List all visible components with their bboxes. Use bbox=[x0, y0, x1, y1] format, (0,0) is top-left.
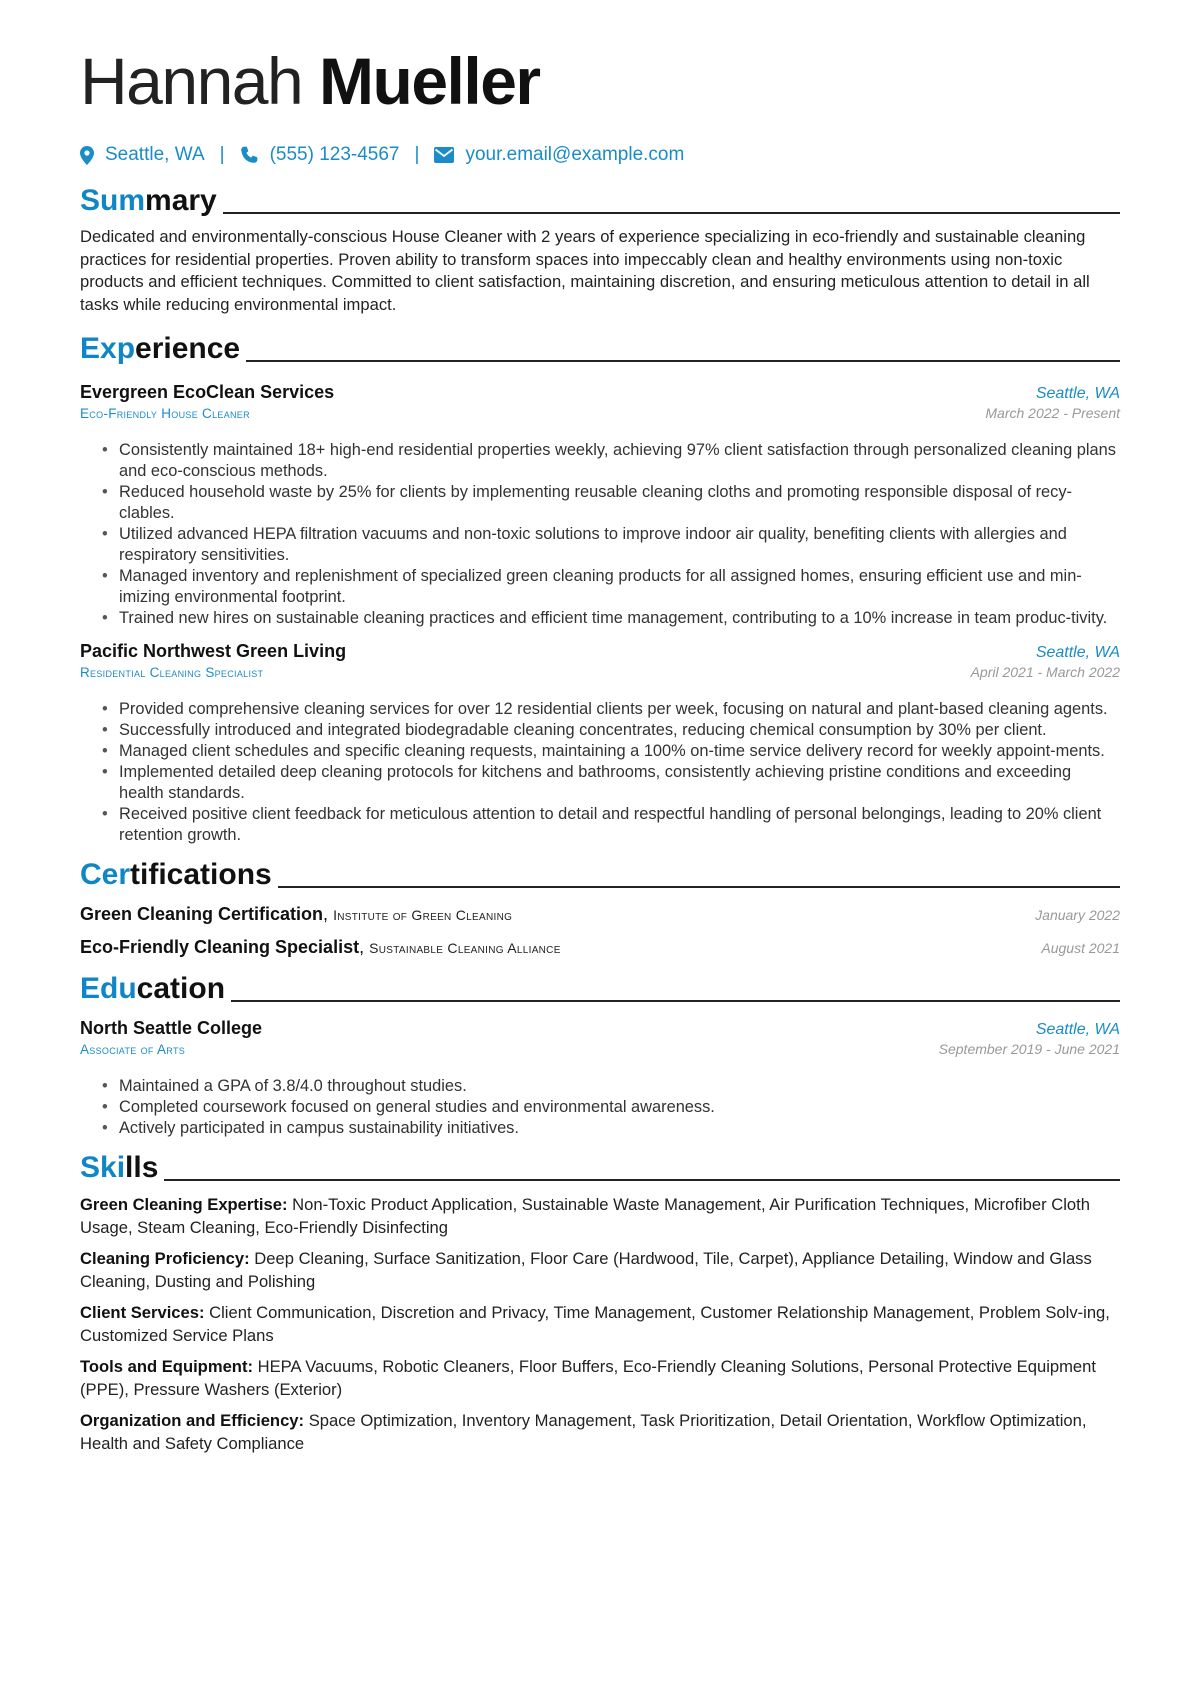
skill-group bbox=[80, 1248, 1120, 1293]
job-entry bbox=[80, 382, 1120, 629]
skill-label: Cleaning Proficiency: bbox=[80, 1249, 250, 1268]
company-name: Evergreen EcoClean Services bbox=[80, 382, 335, 402]
education-section bbox=[80, 964, 1120, 1139]
skill-label: Client Services: bbox=[80, 1303, 205, 1322]
certification-item: Green Cleaning Certification, Institute of Green Cleaning January 2022 bbox=[80, 904, 1120, 924]
section-heading bbox=[80, 176, 1120, 218]
list-item: • Received positive client feedback for meticulous attention to detail and respectful handling of personal belongings, leading to 20% client retention growth. bbox=[102, 804, 1120, 846]
education-dates: September 2019 - June 2021 bbox=[938, 1041, 1120, 1057]
certifications-section bbox=[80, 850, 1120, 958]
job-title: Residential Cleaning Specialist bbox=[80, 665, 264, 680]
certification-issuer: Sustainable Cleaning Alliance bbox=[369, 940, 561, 956]
skills-section bbox=[80, 1143, 1120, 1455]
education-bullets bbox=[80, 1076, 1120, 1139]
skill-group bbox=[80, 1410, 1120, 1455]
section-rule bbox=[231, 1000, 1120, 1002]
skill-label: Tools and Equipment: bbox=[80, 1357, 253, 1376]
contact-separator: | bbox=[219, 144, 225, 165]
section-title: Education bbox=[80, 972, 226, 1005]
contact-email[interactable] bbox=[434, 144, 684, 166]
section-heading bbox=[80, 1143, 1120, 1185]
section-title: Experience bbox=[80, 332, 241, 365]
summary-text: Dedicated and environmentally-conscious House Cleaner with 2 years of experience specializing in eco-friendly and sustainable cleaning practices for residential properties. Proven ability to transform spaces into impeccably clean and healthy environments using non-toxic products and efficient techniques. Committed to client satisfaction, maintaining discretion, and ensuring meticulous attention to detail in all tasks while reducing environmental impact. bbox=[80, 227, 1090, 314]
certification-name: Green Cleaning Certification bbox=[80, 904, 324, 924]
phone-text: (555) 123-4567 bbox=[269, 144, 400, 165]
job-location: Seattle, WA bbox=[1035, 385, 1120, 402]
list-item: • Reduced household waste by 25% for clients by implementing reusable cleaning cloths and promoting responsible disposal of recy-clables. bbox=[102, 482, 1120, 524]
contact-phone[interactable] bbox=[240, 144, 400, 166]
certification-name: Eco-Friendly Cleaning Specialist bbox=[80, 937, 360, 957]
skill-label: Organization and Efficiency: bbox=[80, 1411, 305, 1430]
contact-location bbox=[80, 144, 205, 166]
first-name: Hannah bbox=[80, 44, 303, 118]
list-item: • Implemented detailed deep cleaning protocols for kitchens and bathrooms, consistently achieving pristine conditions and exceeding health standards. bbox=[102, 762, 1120, 804]
section-title: Certifications bbox=[80, 858, 272, 891]
certification-date: August 2021 bbox=[1041, 940, 1120, 956]
section-heading bbox=[80, 964, 1120, 1006]
list-item: • Utilized advanced HEPA filtration vacuums and non-toxic solutions to improve indoor air quality, benefiting clients with allergies and respiratory sensitivities. bbox=[102, 524, 1120, 566]
skill-text: Client Communication, Discretion and Privacy, Time Management, Customer Relationship Management, Problem Solv-ing, Customized Service Plans bbox=[80, 1303, 1110, 1345]
email-link: your.email@example.com bbox=[465, 144, 685, 165]
skill-group bbox=[80, 1194, 1120, 1239]
school-location: Seattle, WA bbox=[1035, 1021, 1120, 1038]
section-title: Skills bbox=[80, 1151, 159, 1184]
list-item: • Actively participated in campus sustainability initiatives. bbox=[102, 1118, 1120, 1139]
list-item: • Successfully introduced and integrated biodegradable cleaning concentrates, reducing chemical consumption by 30% per client. bbox=[102, 720, 1120, 741]
skill-group bbox=[80, 1302, 1120, 1347]
location-text: Seattle, WA bbox=[105, 144, 205, 165]
skill-text: Non-Toxic Product Application, Sustainable Waste Management, Air Purification Techniques, Microfiber Cloth Usage, Steam Cleaning, Eco-Friendly Disinfecting bbox=[80, 1195, 1090, 1237]
section-rule bbox=[278, 886, 1120, 888]
company-name: Pacific Northwest Green Living bbox=[80, 641, 347, 661]
job-dates: March 2022 - Present bbox=[985, 405, 1120, 421]
degree: Associate of Arts bbox=[80, 1042, 186, 1057]
job-location: Seattle, WA bbox=[1035, 644, 1120, 661]
resume-page bbox=[80, 40, 1120, 1455]
map-marker-icon bbox=[80, 146, 94, 165]
last-name: Mueller bbox=[319, 44, 540, 118]
education-entry bbox=[80, 1018, 1120, 1139]
job-bullets bbox=[80, 699, 1120, 846]
skill-text: Space Optimization, Inventory Management, Task Prioritization, Detail Orientation, Workflow Optimization, Health and Safety Compliance bbox=[80, 1411, 1087, 1453]
certification-issuer: Institute of Green Cleaning bbox=[333, 907, 513, 923]
contact-separator: | bbox=[414, 144, 420, 165]
skill-label: Green Cleaning Expertise: bbox=[80, 1195, 288, 1214]
job-dates: April 2021 - March 2022 bbox=[970, 664, 1120, 680]
section-title: Summary bbox=[80, 184, 217, 217]
list-item: • Managed client schedules and specific cleaning requests, maintaining a 100% on-time service delivery record for weekly appoint-ments. bbox=[102, 741, 1120, 762]
list-item: • Consistently maintained 18+ high-end residential properties weekly, achieving 97% client satisfaction through personalized cleaning plans and eco-conscious methods. bbox=[102, 440, 1120, 482]
skill-group bbox=[80, 1356, 1120, 1401]
phone-icon bbox=[240, 146, 259, 165]
list-item: • Maintained a GPA of 3.8/4.0 throughout studies. bbox=[102, 1076, 1120, 1097]
skill-text: HEPA Vacuums, Robotic Cleaners, Floor Buffers, Eco-Friendly Cleaning Solutions, Personal Protective Equipment (PPE), Pressure Washers (Exterior) bbox=[80, 1357, 1097, 1399]
section-rule bbox=[246, 360, 1120, 362]
job-entry bbox=[80, 641, 1120, 846]
experience-section bbox=[80, 324, 1120, 846]
list-item: • Trained new hires on sustainable cleaning practices and efficient time management, contributing to a 10% increase in team produc-tivity. bbox=[102, 608, 1120, 629]
list-item: • Completed coursework focused on general studies and environmental awareness. bbox=[102, 1097, 1120, 1118]
job-bullets bbox=[80, 440, 1120, 629]
envelope-icon bbox=[434, 147, 454, 163]
contact-line bbox=[80, 142, 1120, 168]
list-item: • Managed inventory and replenishment of specialized green cleaning products for all assigned homes, ensuring efficient use and min-imizing environmental footprint. bbox=[102, 566, 1120, 608]
candidate-name bbox=[80, 40, 1120, 122]
certification-date: January 2022 bbox=[1035, 907, 1120, 923]
certification-item: Eco-Friendly Cleaning Specialist, Sustainable Cleaning Alliance August 2021 bbox=[80, 937, 1120, 957]
section-rule bbox=[164, 1179, 1120, 1181]
skill-text: Deep Cleaning, Surface Sanitization, Floor Care (Hardwood, Tile, Carpet), Appliance Detailing, Window and Glass Cleaning, Dusting and Polishing bbox=[80, 1249, 1092, 1291]
section-rule bbox=[223, 212, 1120, 214]
section-heading bbox=[80, 850, 1120, 892]
summary-section bbox=[80, 176, 1120, 316]
section-heading bbox=[80, 324, 1120, 366]
list-item: • Provided comprehensive cleaning services for over 12 residential clients per week, focusing on natural and plant-based cleaning agents. bbox=[102, 699, 1120, 720]
school-name: North Seattle College bbox=[80, 1018, 263, 1038]
job-title: Eco-Friendly House Cleaner bbox=[80, 406, 250, 421]
